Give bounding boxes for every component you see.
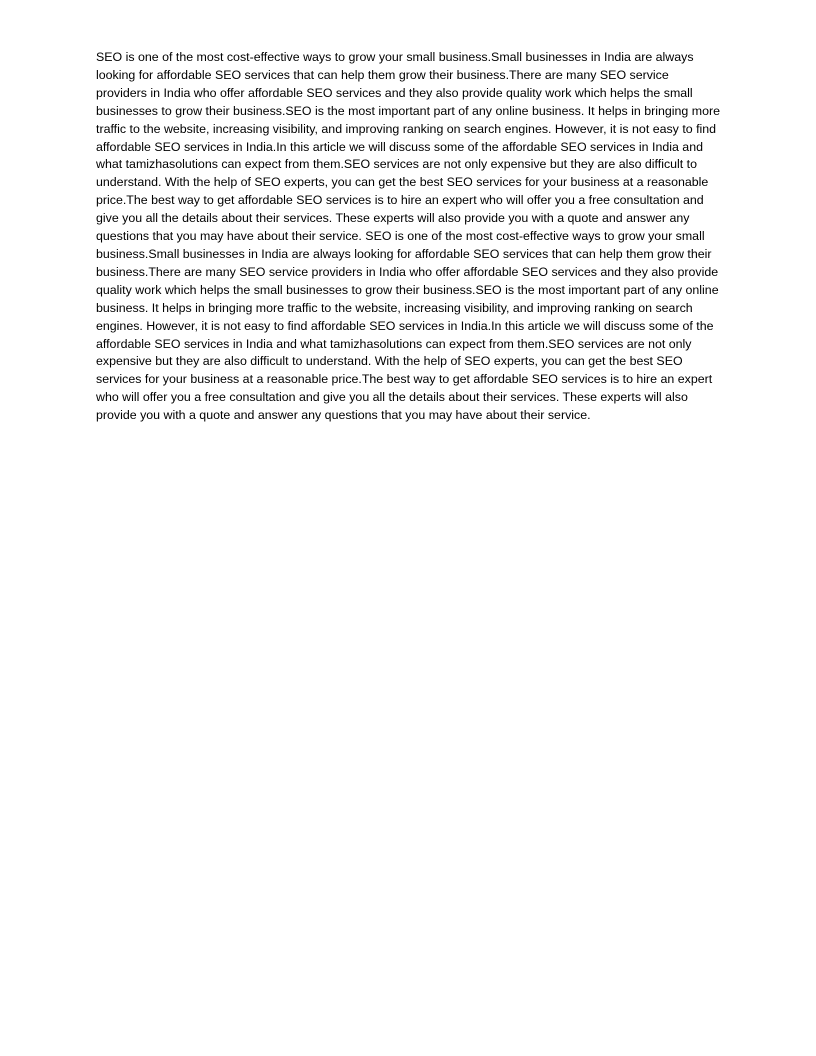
body-paragraph: SEO is one of the most cost-effective ways to grow your small business.Small businesses in India are always looking for affordable SEO services that can help them grow their business.There are many SEO service providers in India who offer affordable SEO services and they also provide quality work which helps the small businesses to grow their business.SEO is the most important part of any online business. It helps in bringing more traffic to the website, increasing visibility, and improving ranking on search engines. However, it is not easy to find affordable SEO services in India.In this article we will discuss some of the affordable SEO services in India and what tamizhasolutions can expect from them.SEO services are not only expensive but they are also difficult to understand. With the help of SEO experts, you can get the best SEO services for your business at a reasonable price.The best way to get affordable SEO services is to hire an expert who will offer you a free consultation and give you all the details about their services. These experts will also provide you with a quote and answer any questions that you may have about their service. SEO is one of the most cost-effective ways to grow your small business.Small businesses in India are always looking for affordable SEO services that can help them grow their business.There are many SEO service providers in India who offer affordable SEO services and they also provide quality work which helps the small businesses to grow their business.SEO is the most important part of any online business. It helps in bringing more traffic to the website, increasing visibility, and improving ranking on search engines. However, it is not easy to find affordable SEO services in India.In this article we will discuss some of the affordable SEO services in India and what tamizhasolutions can expect from them.SEO services are not only expensive but they are also difficult to understand. With the help of SEO experts, you can get the best SEO services for your business at a reasonable price.The best way to get affordable SEO services is to hire an expert who will offer you a free consultation and give you all the details about their services. These experts will also provide you with a quote and answer any questions that you may have about their service.: [96, 50, 720, 423]
